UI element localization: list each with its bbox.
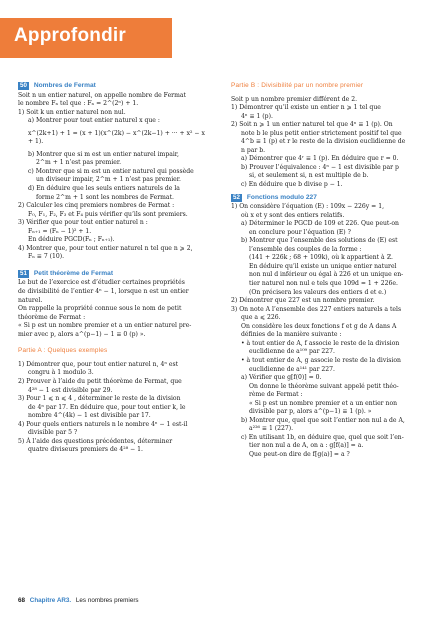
question: 4) Montrer que, pour tout entier naturel n tel que n ⩾ 2, bbox=[18, 244, 193, 252]
sub-question: c) Montrer que si m est un entier naturel qui possède bbox=[28, 167, 194, 175]
question: 3) Vérifier que pour tout entier naturel n : bbox=[18, 219, 148, 227]
text-line: congru à 1 modulo 3. bbox=[28, 369, 94, 377]
text-line: (On précisera les valeurs des entiers d et e.) bbox=[249, 288, 387, 296]
exercise-title: Petit théorème de Fermat bbox=[33, 269, 114, 277]
chapter-title: Les nombres premiers bbox=[75, 597, 139, 604]
question: 5) À l’aide des questions précédentes, déterminer bbox=[18, 437, 173, 445]
page-header bbox=[0, 0, 435, 69]
text-line: l’ensemble des couples de la forme : bbox=[249, 245, 362, 253]
question: 1) On considère l’équation (E) : 109x − 226y = 1, bbox=[231, 203, 385, 211]
text-line: Le but de l’exercice est d’étudier certaines propriétés bbox=[18, 279, 185, 287]
bullet-item: • à tout entier de A, g associe le reste de la division bbox=[241, 356, 401, 364]
text-line: note b le plus petit entier strictement positif tel que bbox=[241, 129, 402, 137]
text-line: 4²⁸ − 1 est divisible par 29. bbox=[28, 386, 113, 394]
text-line: quatre diviseurs premiers de 4²⁸ − 1. bbox=[28, 446, 143, 454]
text-line: forme 2^m + 1 sont les nombres de Fermat. bbox=[36, 193, 174, 201]
text-line: 2^m + 1 n’est pas premier. bbox=[36, 159, 122, 167]
page-number: 68 bbox=[18, 597, 26, 604]
text-line: que a ⩽ 226. bbox=[241, 314, 281, 322]
text-line: a²²⁶ ≡ 1 (227). bbox=[249, 425, 294, 433]
question: 4) Pour quels entiers naturels n le nombre 4ⁿ − 1 est-il bbox=[18, 420, 188, 428]
sub-question: d) En déduire que les seuls entiers naturels de la bbox=[28, 185, 180, 193]
sub-question: c) En déduire que b divise p − 1. bbox=[241, 181, 343, 189]
question: 1) Démontrer qu’il existe un entier n ⩾ 1 tel que bbox=[231, 104, 381, 112]
question: 3) On note A l’ensemble des 227 entiers naturels a tels bbox=[231, 305, 402, 313]
text-line: 4^b ≡ 1 (p) et r le reste de la division euclidienne de bbox=[241, 138, 406, 146]
text-line: « Si p est un nombre premier et a un entier naturel pre- bbox=[18, 322, 192, 330]
question: 1) Soit k un entier naturel non nul. bbox=[18, 108, 126, 116]
question: 2) Prouver à l’aide du petit théorème de Fermat, que bbox=[18, 377, 182, 385]
sub-question: a) Déterminer le PGCD de 109 et 226. Que peut-on bbox=[241, 220, 399, 228]
text-line: (141 + 226k ; 68 + 109k), où k appartient à ℤ. bbox=[249, 254, 393, 262]
text-line: En déduire qu’il existe un unique entier naturel bbox=[249, 262, 397, 270]
formula: x^(2k+1) + 1 = (x + 1)(x^(2k) − x^(2k−1) + ··· + x² − x + 1). bbox=[28, 129, 205, 146]
text-line: définies de la manière suivante : bbox=[241, 331, 342, 339]
text-line: tier naturel non nul e tels que 109d = 1 + 226e. bbox=[249, 280, 398, 288]
text-line: de divisibilité de l’entier 4ⁿ − 1, lorsque n est un entier bbox=[18, 288, 189, 296]
text-line: On donne le théorème suivant appelé petit théo- bbox=[249, 382, 399, 390]
sub-question: c) En utilisant 1b, en déduire que, quel que soit l’en- bbox=[241, 433, 404, 441]
text-line: euclidienne de a¹⁴¹ par 227. bbox=[249, 365, 335, 373]
text-line: F₀, F₁, F₂, F₃ et F₄ puis vérifier qu’ils sont premiers. bbox=[28, 210, 188, 218]
text-line: nombre 4^(4k) − 1 est divisible par 17. bbox=[28, 412, 151, 420]
text-line: Soit p un nombre premier différent de 2. bbox=[231, 95, 358, 103]
question: 2) Démontrer que 227 est un nombre premier. bbox=[231, 297, 375, 305]
sub-question: b) Montrer que, quel que soit l’entier non nul a de A, bbox=[241, 416, 405, 424]
exercise-title: Fonctions modulo 227 bbox=[246, 193, 317, 201]
text-line: théorème de Fermat : bbox=[18, 313, 86, 321]
question: 2) Calculer les cinq premiers nombres de Fermat : bbox=[18, 202, 175, 210]
text-line: divisible par 5 ? bbox=[28, 429, 78, 437]
exercise-number: 52 bbox=[233, 193, 240, 201]
left-column bbox=[18, 82, 210, 455]
question: 3) Pour 1 ⩽ n ⩽ 4 , déterminer le reste de la division bbox=[18, 395, 181, 403]
text-line: Soit n un entier naturel, on appelle nombre de Fermat bbox=[18, 91, 186, 99]
part-a-title: Partie A : Quelques exemples bbox=[18, 347, 108, 355]
sub-question: b) Montrer que si m est un entier naturel impair, bbox=[28, 150, 179, 158]
text-line: Fₙ ≡ 7 (10). bbox=[28, 253, 65, 261]
text-line: mier avec p, alors a^(p−1) − 1 ≡ 0 (p) ». bbox=[18, 330, 146, 338]
exercise-52-header bbox=[231, 194, 423, 203]
exercise-number: 50 bbox=[20, 82, 27, 90]
text-line: Fₙ₊₁ = (Fₙ − 1)² + 1. bbox=[28, 227, 92, 235]
sub-question: a) Montrer pour tout entier naturel x que : bbox=[28, 117, 160, 125]
bullet-item: • à tout entier de A, f associe le reste de la division bbox=[241, 339, 400, 347]
part-b-title: Partie B : Divisibilité par un nombre premier bbox=[231, 82, 364, 89]
text-line: Que peut-on dire de f[g(a)] = a ? bbox=[249, 450, 350, 458]
question: 1) Démontrer que, pour tout entier naturel n, 4ⁿ est bbox=[18, 360, 179, 368]
text-line: « Si p est un nombre premier et a un entier non bbox=[249, 399, 398, 407]
text-line: le nombre Fₙ tel que : Fₙ = 2^(2ⁿ) + 1. bbox=[18, 100, 139, 108]
text-line: naturel. bbox=[18, 296, 43, 304]
text-line: 4ⁿ ≡ 1 (p). bbox=[241, 112, 273, 120]
exercise-title: Nombres de Fermat bbox=[33, 82, 96, 89]
question: 2) Soit n ⩾ 1 un entier naturel tel que 4ⁿ ≡ 1 (p). On bbox=[231, 121, 393, 129]
text-line: tier non nul a de A, on a : g[f(a)] = a. bbox=[249, 442, 364, 450]
page-title: Approfondir bbox=[14, 25, 126, 46]
text-line: On considère les deux fonctions f et g de A dans A bbox=[241, 322, 397, 330]
text-line: un diviseur impair, 2^m + 1 n’est pas premier. bbox=[36, 176, 181, 184]
text-line: On rappelle la propriété connue sous le nom de petit bbox=[18, 305, 182, 313]
text-line: de 4ⁿ par 17. En déduire que, pour tout entier k, le bbox=[28, 403, 186, 411]
sub-question: a) Vérifier que g[f(0)] = 0. bbox=[241, 374, 322, 382]
sub-question: b) Prouver l’équivalence : 4ⁿ − 1 est divisible par p bbox=[241, 163, 399, 171]
exercise-number: 51 bbox=[20, 270, 27, 278]
text-line: où x et y sont des entiers relatifs. bbox=[241, 211, 345, 219]
text-line: euclidienne de a¹⁰⁹ par 227. bbox=[249, 348, 335, 356]
chapter-label: Chapitre AR3. bbox=[29, 597, 72, 604]
text-line: non nul d inférieur ou égal à 226 et un unique en- bbox=[249, 271, 404, 279]
exercise-50-header bbox=[18, 82, 210, 91]
right-column bbox=[231, 82, 423, 460]
text-line: divisible par p, alors a^(p−1) ≡ 1 (p). » bbox=[249, 408, 372, 416]
sub-question: b) Montrer que l’ensemble des solutions de (E) est bbox=[241, 237, 398, 245]
text-line: n par b. bbox=[241, 146, 266, 154]
text-line: rème de Fermat : bbox=[249, 391, 303, 399]
text-line: en conclure pour l’équation (E) ? bbox=[249, 228, 351, 236]
text-line: si, et seulement si, n est multiple de b. bbox=[249, 172, 369, 180]
page-footer bbox=[18, 597, 139, 604]
exercise-51-header bbox=[18, 270, 210, 279]
text-line: En déduire PGCD(Fₙ ; Fₙ₊₁). bbox=[28, 236, 115, 244]
sub-question: a) Démontrer que 4ʳ ≡ 1 (p). En déduire que r = 0. bbox=[241, 155, 399, 163]
